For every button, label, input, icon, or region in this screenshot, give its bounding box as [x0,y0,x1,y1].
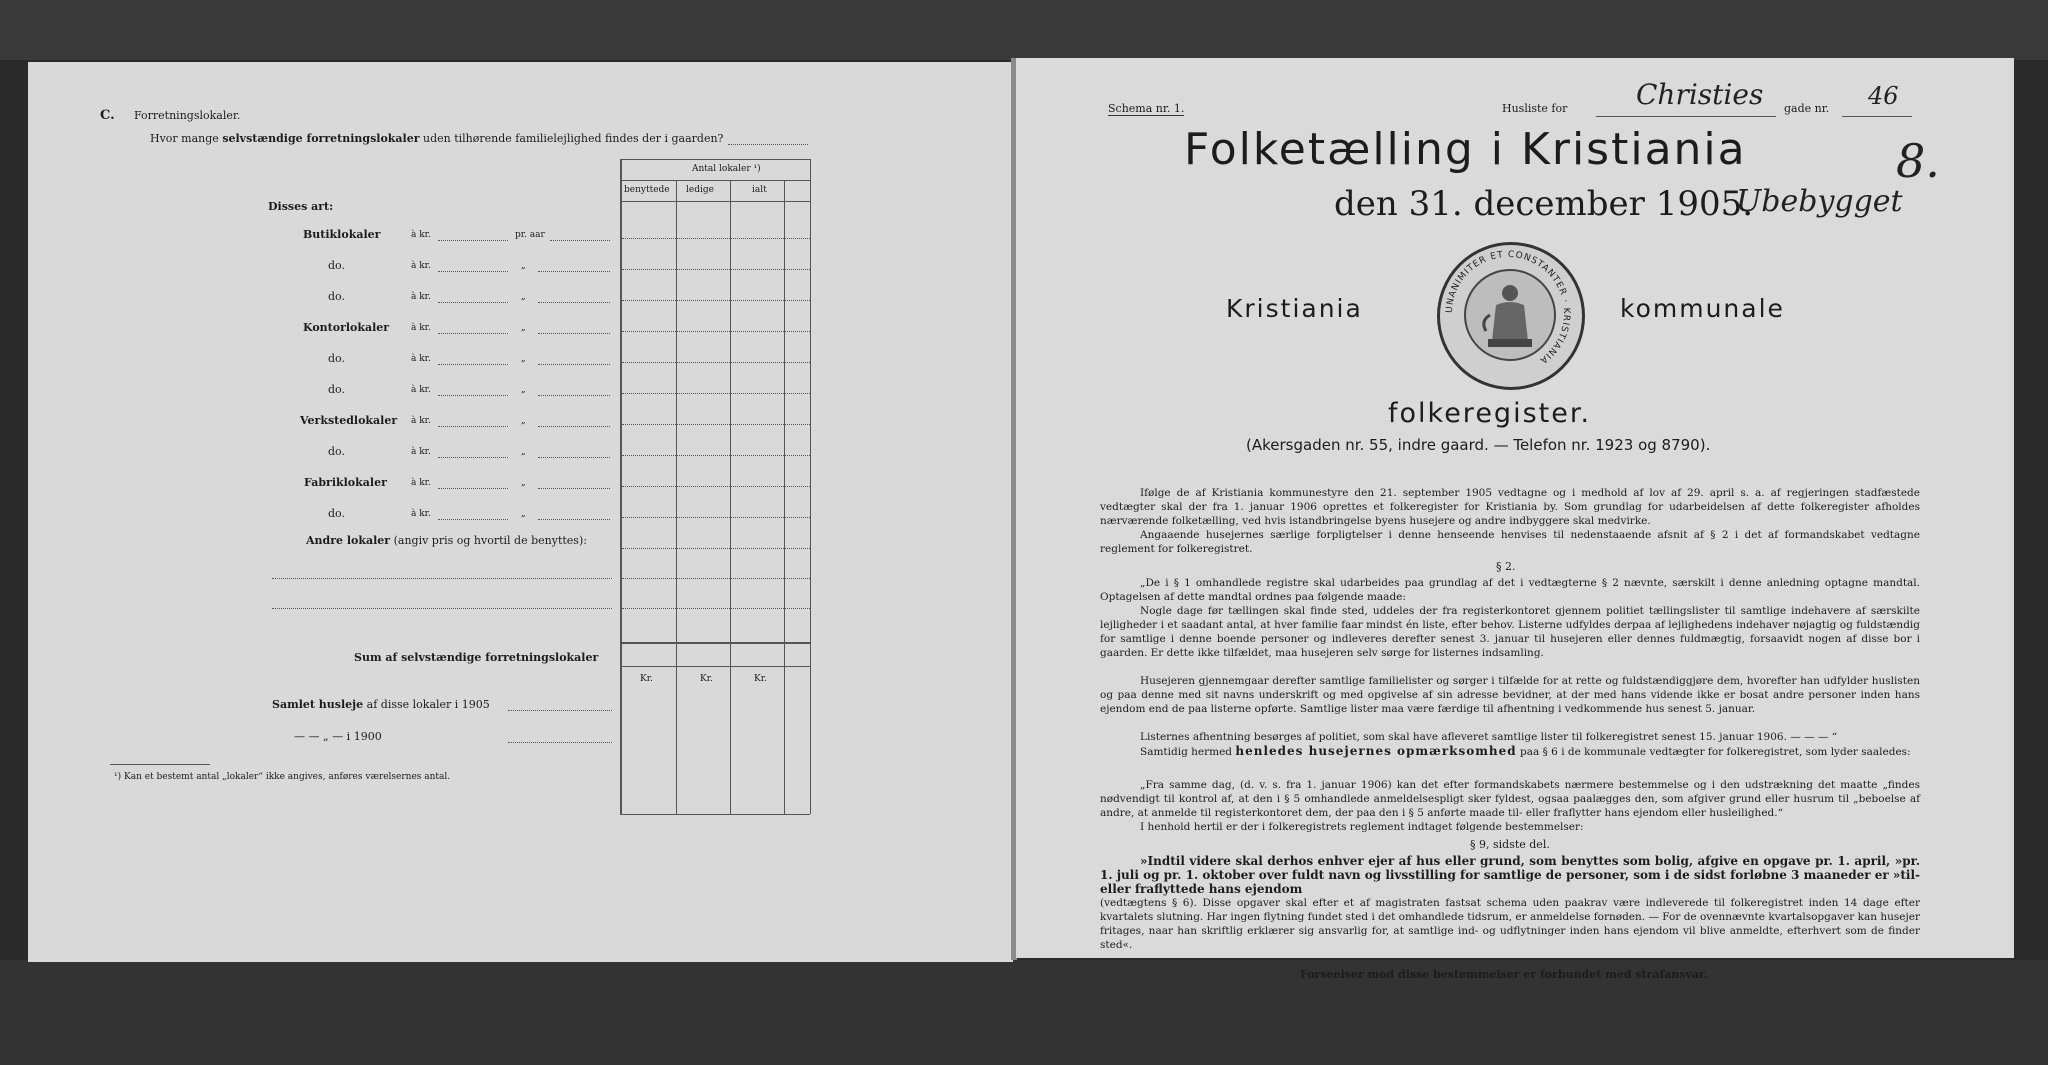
scan-background-bottom [0,960,2048,1065]
question-bold: selvstændige forretningslokaler [222,132,420,145]
samlet-husleje-1900: — — „ — i 1900 [294,730,382,743]
row-label: do. [328,259,345,272]
penalty-notice: Forseelser mod disse bestemmelser er forbundet med strafansvar. [1300,968,1708,981]
row-tail: „ [521,323,526,333]
seal-inscription: UNANIMITER ET CONSTANTER · KRISTIANIA [1444,249,1572,366]
question-post: uden tilhørende familielejlighed findes der i gaarden? [423,132,724,145]
street-handwritten: Christies [1636,78,1764,111]
house-number-handwritten: 46 [1868,82,1899,110]
row-price-prefix: à kr. [411,416,431,426]
city-seal [1437,242,1585,390]
col-header-ledige: ledige [686,185,714,195]
samlet-husleje-label: Samlet husleje [272,698,364,711]
row-tail: „ [521,292,526,302]
row-tail: „ [521,354,526,364]
row-price-prefix: à kr. [411,261,431,271]
row-label: Fabriklokaler [304,476,387,489]
seated-figure-icon [1466,271,1554,359]
paragraph-section-2: „De i § 1 omhandlede registre skal udarbeides paa grundlag af det i vedtægterne § 2 nævnte, særskilt i denne anledning optagne mandtal. Optagelsen af dette mandtal ordnes paa følgende maade: [1100,577,1920,603]
row-price-prefix: à kr. [411,323,431,333]
left-page [28,62,1013,962]
kristiania-label: Kristiania [1226,294,1363,323]
row-label: do. [328,290,345,303]
question-pre: Hvor mange [150,132,219,145]
seal-figure [1464,269,1556,361]
scan-background-top [0,0,2048,60]
row-tail: „ [521,478,526,488]
row-label: Kontorlokaler [303,321,390,334]
kr-label-2: Kr. [700,674,713,684]
footnote: ¹) Kan et bestemt antal „lokaler“ ikke angives, anføres værelsernes antal. [114,772,451,782]
samtidig-pre: Samtidig hermed [1140,746,1233,758]
row-price-prefix: à kr. [411,230,431,240]
section-2-heading: § 2. [1496,560,1516,573]
kr-label-1: Kr. [640,674,653,684]
document-subtitle: den 31. december 1905. [1334,184,1754,224]
samtidig-bold: henledes husejernes opmærksomhed [1235,744,1517,758]
row-label: do. [328,352,345,365]
andre-lokaler-label: Andre lokaler [306,534,391,547]
row-price-prefix: à kr. [411,447,431,457]
gade-nr-label: gade nr. [1784,102,1830,115]
paragraph-fra-samme-dag: „Fra samme dag, (d. v. s. fra 1. januar 1906) kan det efter formandskabets nærmere bestemmelse og i den udstrækning det maatte „findes nødvendigt til kontrol af, at den i § 5 omhandlede anmeldelsespligt sker fyldest, ogsaa paalægges den, som afgiver grund eller husrum til „beboelse af andre, at anmelde til registerkontoret dem, der paa den i § 5 anførte maade til- eller fraflytter hans ejendom eller husleilighed.“ [1100,779,1920,819]
document-title: Folketælling i Kristiania [1184,124,1747,175]
paragraph-husejeren: Husejeren gjennemgaar derefter samtlige familielister og sørger i tilfælde for at rette og fuldstændiggjøre dem, hvorefter han udfylder huslisten og paa denne med sit navns underskrift og med opgivelse af sin adresse bevidner, at der med hans vidende ikke er bosat andre personer inden hans ejendom end de paa listerne opførte. Samtlige lister maa være færdige til afhentning i vedkommende hus senest 5. januar. [1100,675,1920,715]
section-letter: C. [100,108,115,123]
schema-number: Schema nr. 1. [1108,102,1185,115]
row-price-prefix: à kr. [411,354,431,364]
row-label: do. [328,507,345,520]
andre-lokaler-note: (angiv pris og hvortil de benyttes): [393,534,587,547]
row-price-prefix: à kr. [411,385,431,395]
margin-handwritten: 8. [1896,134,1940,188]
row-tail: „ [521,385,526,395]
row-tail: „ [521,509,526,519]
paragraph-i-henhold: I henhold hertil er der i folkeregistrets reglement indtaget følgende bestemmelser: [1140,821,1584,833]
samtidig-post: paa § 6 i de kommunale vedtægter for folkeregistret, som lyder saaledes: [1520,746,1911,758]
row-price-prefix: à kr. [411,292,431,302]
row-tail: pr. aar [515,230,545,240]
row-price-prefix: à kr. [411,478,431,488]
huslist-for-label: Husliste for [1502,102,1568,115]
row-tail: „ [521,261,526,271]
row-tail: „ [521,447,526,457]
samlet-husleje-1905 [272,698,490,711]
row-label: Butiklokaler [303,228,381,241]
disses-art: Disses art: [268,200,334,213]
row-label: do. [328,383,345,396]
row-label: Verkstedlokaler [300,414,398,427]
row-label: do. [328,445,345,458]
question-answer-line [728,144,808,145]
row-tail: „ [521,416,526,426]
note-handwritten: Ubebygget [1736,184,1903,219]
paragraph-section-9-cont: (vedtægtens § 6). Disse opgaver skal efter et af magistraten fastsat schema uden paakrav være indleverede til folkeregistret inden 14 dage efter kvartalets slutning. Har ingen flytning fundet sted i det omhandlede tidsrum, er anmeldelse fornøden. — For de ovennævnte kvartalsopgaver kan husejer fritages, naar han skriftlig erklærer sig ansvarlig for, at samtlige ind- og udflytninger inden hans ejendom vil blive anmeldte, efterhvert som de finder sted«. [1100,897,1920,951]
section-title: Forretningslokaler. [134,109,241,122]
table-header: Antal lokaler ¹) [692,164,761,174]
question [150,132,723,145]
paragraph-section-9: »Indtil videre skal derhos enhver ejer af hus eller grund, som benyttes som bolig, afgive en opgave pr. 1. april, »pr. 1. juli og pr. 1. oktober over fuldt navn og livsstilling for samtlige de personer, som i de sidst forløbne 3 maaneder er »til- eller fraflyttede hans ejendom [1100,854,1920,896]
paragraph-intro: Ifølge de af Kristiania kommunestyre den 21. september 1905 vedtagne og i medhold af lov af 29. april s. a. af regjeringen stadfæstede vedtægter skal der fra 1. januar 1906 oprettes et folkeregister for Kristiania by. Som grundlag for udarbeidelsen af dette folkeregister afholdes nærværende folketælling, ved hvis istandbringelse byens husejere og andre indbyggere skal medvirke. [1100,487,1920,527]
right-page [1016,58,2014,981]
folkeregister-label: folkeregister. [1388,398,1592,429]
paragraph-intro-2: Angaaende husejernes særlige forpligtelser i denne henseende henvises til nedenstaaende afsnit af § 2 i det af formandskabet vedtagne reglement for folkeregistret. [1100,529,1920,555]
paragraph-procedure: Nogle dage før tællingen skal finde sted, uddeles der fra registerkontoret gjennem politiet tællingslister til samtlige indehavere af særskilte lejligheder i et saadant antal, at hver familie faar mindst én liste, efter behov. Listerne udfyldes derpaa af lejlighedens indehaver nøjagtig og fuldstændig for samtlige i denne boende personer og indleveres derefter senest 3. januar til husejeren eller dennes fuldmægtig, forsaavidt nogen af disse bor i gaarden. Er dette ikke tilfældet, maa husejeren selv sørge for listernes indsamling. [1100,605,1920,659]
col-header-benyttede: benyttede [624,185,670,195]
address-line: (Akersgaden nr. 55, indre gaard. — Telefon nr. 1923 og 8790). [1246,436,1711,454]
col-header-ialt: ialt [752,185,767,195]
samlet-husleje-note: af disse lokaler i 1905 [366,698,490,711]
andre-lokaler [306,534,587,547]
section-9-heading: § 9, sidste del. [1470,838,1550,851]
sum-label: Sum af selvstændige forretningslokaler [354,651,599,664]
kr-label-3: Kr. [754,674,767,684]
paragraph-samtidig [1100,744,1920,759]
paragraph-afhentning: Listernes afhentning besørges af politiet, som skal have afleveret samtlige lister til folkeregistret senest 15. januar 1906. — — — “ [1140,731,1838,743]
row-price-prefix: à kr. [411,509,431,519]
kommunale-label: kommunale [1620,294,1785,323]
